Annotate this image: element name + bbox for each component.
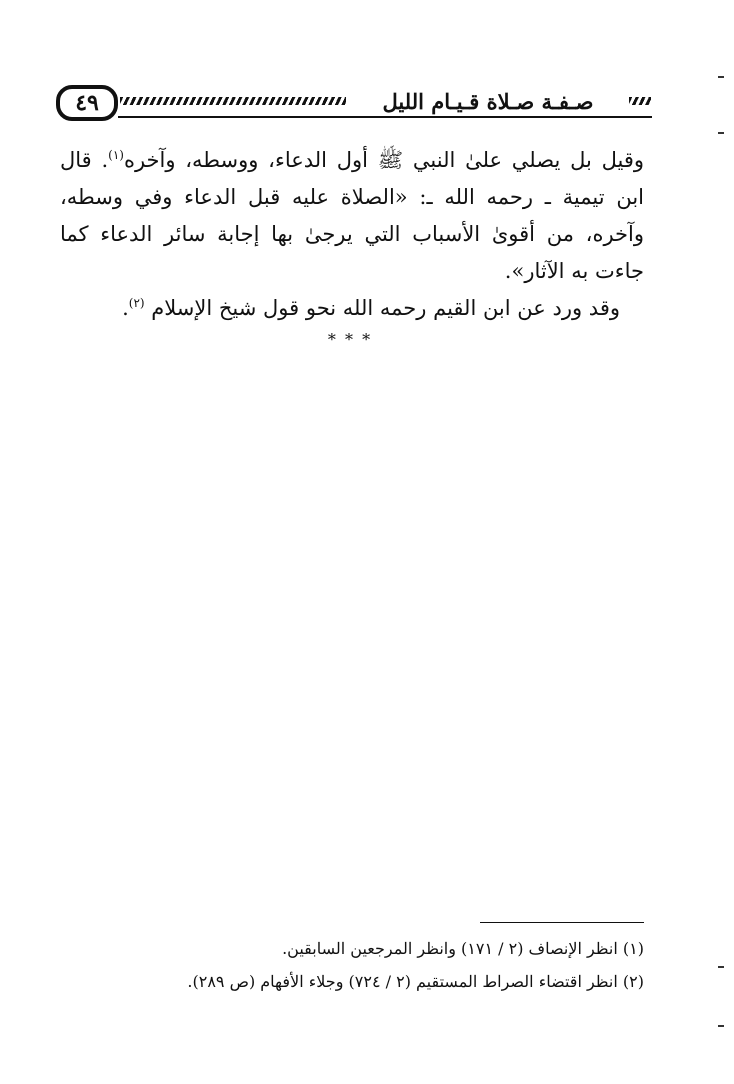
page-number-badge [56,85,118,121]
scan-mark [718,1025,724,1027]
paragraph-text: وقيل بل يصلي علىٰ النبي ﷺ أول الدعاء، ووسطه، وآخره [123,148,645,172]
footnote-divider [480,922,644,923]
running-title: صـفـة صـلاة قـيـام الليل [382,89,594,114]
footnote: (١) انظر الإنصاف (٢ / ١٧١) وانظر المرجعين السابقين. [282,939,644,958]
main-text [60,142,644,327]
header-underline [118,116,652,118]
paragraph [60,142,644,290]
paragraph [60,290,644,327]
footnotes [150,932,644,998]
paragraph-text: وقد ورد عن ابن القيم رحمه الله نحو قول شيخ الإسلام [151,296,620,320]
footnote-reference: (١) [108,148,124,162]
page-header [56,85,652,119]
paragraph-text: . قال ابن تيمية ـ رحمه الله ـ: «الصلاة عليه قبل الدعاء وفي وسطه، وآخره، من أقوىٰ الأسباب التي يرجىٰ بها إجابة سائر الدعاء كما جاءت به الآثار». [60,148,644,283]
paragraph-text: . [122,296,129,320]
page-number: ٤٩ [75,90,99,116]
section-separator: * * * [327,330,373,349]
scan-mark [718,966,724,968]
scan-mark [718,132,724,134]
footnote-reference: (٢) [128,296,145,310]
header-hatched-rule-left [120,97,346,105]
header-hatched-rule-right [629,97,651,105]
footnote: (٢) انظر اقتضاء الصراط المستقيم (٢ / ٧٢٤) وجلاء الأفهام (ص ٢٨٩). [187,972,644,991]
scan-mark [718,76,724,78]
